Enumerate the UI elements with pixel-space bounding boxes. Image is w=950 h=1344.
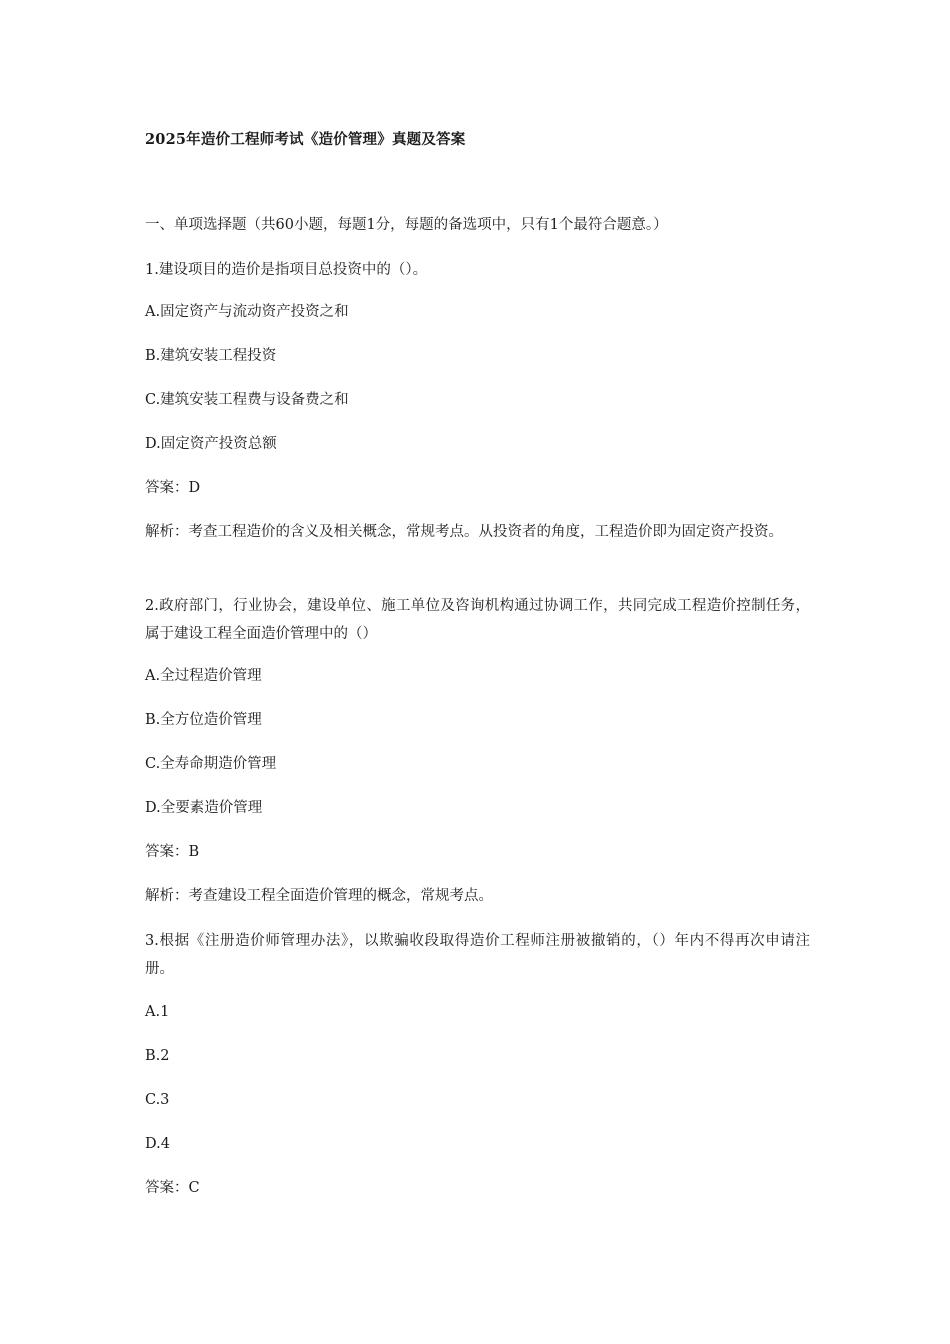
question-1-stem: 1.建设项目的造价是指项目总投资中的（）。 xyxy=(145,262,428,278)
question-2-option-c: C.全寿命期造价管理 xyxy=(145,756,277,772)
question-2-stem: 2.政府部门，行业协会，建设单位、施工单位及咨询机构通过协调工作，共同完成工程造价控制任务，属于建设工程全面造价管理中的（） xyxy=(145,598,810,642)
question-3-stem: 3.根据《注册造价师管理办法》，以欺骗收段取得造价工程师注册被撤销的，（）年内不得再次申请注册。 xyxy=(145,933,810,977)
question-3-answer: 答案：C xyxy=(145,1180,200,1196)
question-1-answer: 答案：D xyxy=(145,480,201,496)
question-3-option-c: C.3 xyxy=(145,1092,170,1108)
question-2-option-b: B.全方位造价管理 xyxy=(145,712,262,728)
question-1-option-a: A.固定资产与流动资产投资之和 xyxy=(145,304,349,320)
question-1-option-b: B.建筑安装工程投资 xyxy=(145,348,277,364)
question-2-option-d: D.全要素造价管理 xyxy=(145,800,263,816)
question-3-option-a: A.1 xyxy=(145,1004,170,1020)
question-2-option-a: A.全过程造价管理 xyxy=(145,668,262,684)
document-title: 2025年造价工程师考试《造价管理》真题及答案 xyxy=(145,131,466,148)
question-3-option-d: D.4 xyxy=(145,1136,170,1152)
section-heading: 一、单项选择题（共60小题，每题1分，每题的备选项中，只有1个最符合题意。） xyxy=(145,217,668,233)
question-2-explanation: 解析：考查建设工程全面造价管理的概念，常规考点。 xyxy=(145,888,493,904)
question-1-option-c: C.建筑安装工程费与设备费之和 xyxy=(145,392,349,408)
question-1-option-d: D.固定资产投资总额 xyxy=(145,436,277,452)
question-3-option-b: B.2 xyxy=(145,1048,170,1064)
question-2-answer: 答案：B xyxy=(145,844,200,860)
question-1-explanation: 解析：考查工程造价的含义及相关概念，常规考点。从投资者的角度，工程造价即为固定资产投资。 xyxy=(145,524,783,540)
